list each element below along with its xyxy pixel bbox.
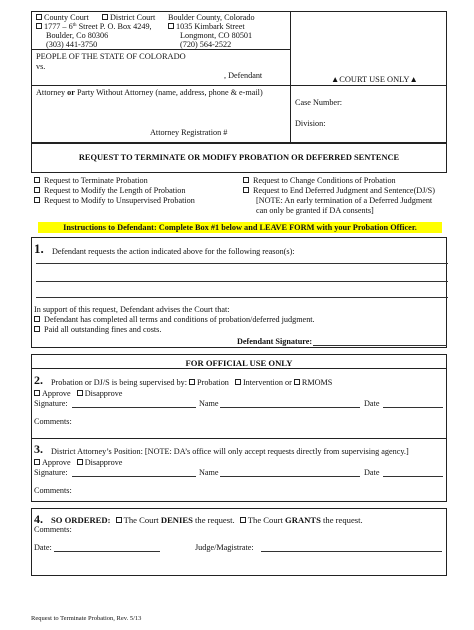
grants-checkbox[interactable] [240, 517, 246, 523]
people-heading: PEOPLE OF THE STATE OF COLORADO [36, 52, 186, 61]
box-2-number: 2. [34, 373, 43, 387]
intervention-checkbox[interactable] [235, 379, 241, 385]
supervisor-decision: Approve Disapprove [34, 389, 122, 398]
supervisor-date-line[interactable] [383, 407, 443, 408]
denies-checkbox[interactable] [116, 517, 122, 523]
deferred-note-1: [NOTE: An early termination of a Deferred Judgment [256, 196, 433, 205]
checkbox-icon[interactable] [34, 187, 40, 193]
checkbox-icon[interactable] [168, 23, 174, 29]
court-location: Boulder County, Colorado [168, 13, 255, 22]
option-unsupervised[interactable]: Request to Modify to Unsupervised Probation [34, 196, 195, 205]
supervisor-signature-line[interactable] [72, 407, 196, 408]
probation-checkbox[interactable] [189, 379, 195, 385]
reason-line-3[interactable] [36, 297, 448, 298]
da-comments-label: Comments: [34, 486, 72, 495]
checkbox-icon[interactable] [34, 326, 40, 332]
address-boulder-phone: (303) 441-3750 [46, 40, 98, 49]
address-longmont-phone: (720) 564-2522 [180, 40, 232, 49]
supervised-by-label: Probation or DJ/S is being supervised by: Probation Intervention or RMOMS [51, 378, 333, 387]
paid-fines-option[interactable]: Paid all outstanding fines and costs. [34, 325, 161, 334]
da-date-line[interactable] [383, 476, 443, 477]
da-signature-label: Signature: [34, 468, 68, 477]
checkbox-icon[interactable] [243, 187, 249, 193]
footer-revision: Request to Terminate Probation, Rev. 5/13 [31, 615, 142, 622]
form-title: REQUEST TO TERMINATE OR MODIFY PROBATION OR DEFERRED SENTENCE [78, 153, 400, 162]
order-line: SO ORDERED: The Court DENIES the request. The Court GRANTS the request. [51, 515, 363, 525]
box-1-text: Defendant requests the action indicated above for the following reason(s): [52, 247, 295, 256]
court-use-only-label: ▲COURT USE ONLY▲ [331, 75, 418, 84]
completed-terms-option[interactable]: Defendant has completed all terms and conditions of probation/deferred judgment. [34, 315, 315, 324]
versus-label: vs. [36, 62, 46, 71]
supervisor-date-label: Date [364, 399, 380, 408]
defendant-signature-line[interactable] [313, 345, 447, 346]
attorney-label: Attorney or Party Without Attorney (name, address, phone & e-mail) [36, 88, 263, 97]
checkbox-icon[interactable] [34, 197, 40, 203]
da-signature-line[interactable] [72, 476, 196, 477]
checkbox-icon[interactable] [34, 177, 40, 183]
rmoms-checkbox[interactable] [294, 379, 300, 385]
order-comments-label: Comments: [34, 525, 72, 534]
official-use-header: FOR OFFICIAL USE ONLY [185, 358, 293, 368]
checkbox-icon[interactable] [34, 316, 40, 322]
caption-separator-1 [31, 49, 291, 50]
address-longmont-option[interactable]: 1035 Kimbark Street [168, 22, 245, 31]
order-date-line[interactable] [54, 551, 160, 552]
judge-signature-line[interactable] [261, 551, 442, 552]
checkbox-icon[interactable] [36, 23, 42, 29]
supervisor-name-label: Name [199, 399, 219, 408]
judge-label: Judge/Magistrate: [195, 543, 254, 552]
attorney-registration-label: Attorney Registration # [150, 128, 228, 137]
court-district-option[interactable]: District Court [102, 13, 155, 22]
da-disapprove-checkbox[interactable] [77, 459, 83, 465]
checkbox-icon[interactable] [243, 177, 249, 183]
da-position-label: District Attorney’s Position: [NOTE: DA’s office will only accept requests directly from supervising agency.] [51, 447, 409, 456]
box-3-number: 3. [34, 442, 43, 456]
da-name-label: Name [199, 468, 219, 477]
official-separator-mid [31, 438, 447, 439]
order-date-label: Date: [34, 543, 52, 552]
case-number-label: Case Number: [295, 98, 343, 107]
division-label: Division: [295, 119, 326, 128]
reason-line-1[interactable] [36, 263, 448, 264]
address-boulder-city: Boulder, Co 80306 [46, 31, 109, 40]
official-use-box [31, 354, 447, 502]
deferred-note-2: can only be granted if DA consents] [256, 206, 374, 215]
address-longmont-city: Longmont, CO 80501 [180, 31, 253, 40]
supervisor-name-line[interactable] [220, 407, 360, 408]
supervisor-comments-label: Comments: [34, 417, 72, 426]
instructions: Instructions to Defendant: Complete Box #1 below and LEAVE FORM with your Probation Officer. [63, 223, 417, 232]
official-separator-header [31, 368, 447, 369]
address-boulder-option[interactable]: 1777 – 6th Street P. O. Box 4249, [36, 22, 152, 31]
caption-separator-2 [31, 85, 447, 86]
da-approve-checkbox[interactable] [34, 459, 40, 465]
option-modify-length[interactable]: Request to Modify the Length of Probation [34, 186, 186, 195]
da-name-line[interactable] [220, 476, 360, 477]
approve-checkbox[interactable] [34, 390, 40, 396]
defendant-signature-label: Defendant Signature: [237, 337, 313, 346]
checkbox-icon[interactable] [36, 14, 42, 20]
option-change-conditions[interactable]: Request to Change Conditions of Probation [243, 176, 396, 185]
box-4-number: 4. [34, 512, 43, 526]
disapprove-checkbox[interactable] [77, 390, 83, 396]
da-decision: Approve Disapprove [34, 458, 122, 467]
checkbox-icon[interactable] [102, 14, 108, 20]
box-1-number: 1. [34, 241, 44, 256]
court-county-option[interactable]: County Court [36, 13, 89, 22]
support-text: In support of this request, Defendant advises the Court that: [34, 305, 230, 314]
reason-line-2[interactable] [36, 281, 448, 282]
option-end-deferred[interactable]: Request to End Deferred Judgment and Sentence(DJ/S) [243, 186, 435, 195]
da-date-label: Date [364, 468, 380, 477]
caption-divider [290, 11, 291, 143]
option-terminate[interactable]: Request to Terminate Probation [34, 176, 148, 185]
supervisor-signature-label: Signature: [34, 399, 68, 408]
defendant-label: , Defendant [224, 71, 263, 80]
